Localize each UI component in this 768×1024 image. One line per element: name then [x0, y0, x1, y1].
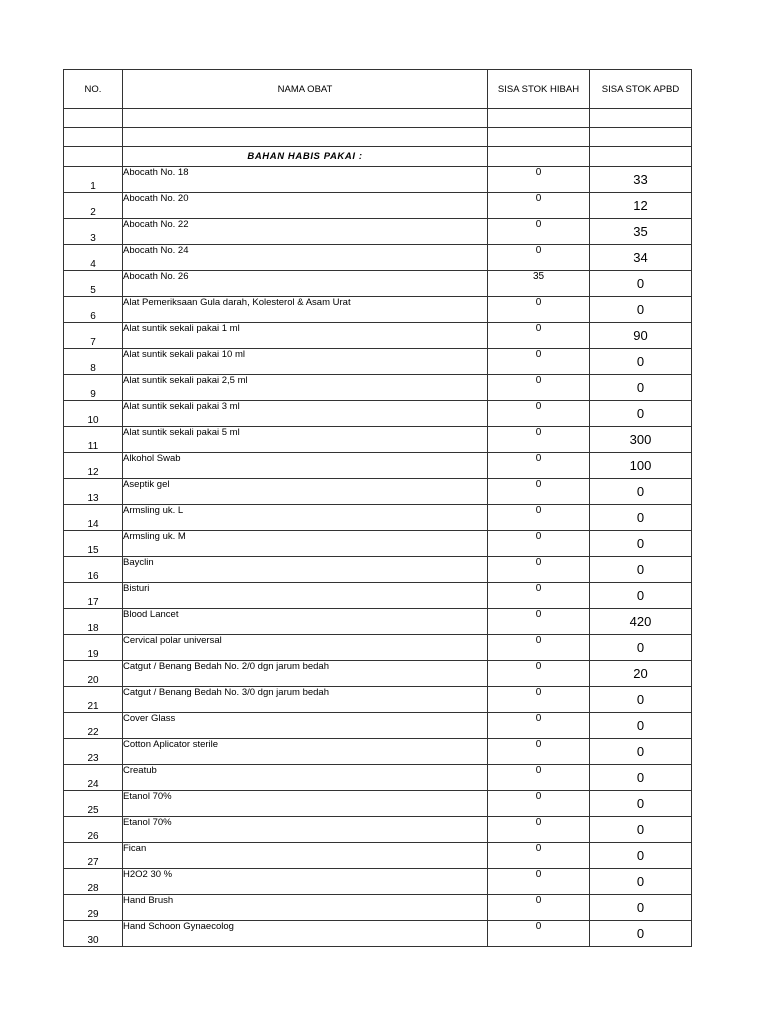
stock-hibah: 0 — [488, 635, 590, 661]
table-row — [64, 869, 692, 895]
row-number: 11 — [64, 427, 123, 453]
table-row — [64, 713, 692, 739]
item-name: Armsling uk. L — [123, 505, 488, 531]
stock-hibah: 0 — [488, 193, 590, 219]
item-name: Abocath No. 18 — [123, 167, 488, 193]
item-name: Blood Lancet — [123, 609, 488, 635]
stock-hibah: 0 — [488, 427, 590, 453]
item-name: Catgut / Benang Bedah No. 3/0 dgn jarum bedah — [123, 687, 488, 713]
table-row — [64, 219, 692, 245]
item-name: Bisturi — [123, 583, 488, 609]
stock-hibah: 0 — [488, 661, 590, 687]
row-number: 16 — [64, 557, 123, 583]
stock-hibah: 0 — [488, 687, 590, 713]
header-no: NO. — [64, 70, 123, 109]
stock-hibah: 0 — [488, 895, 590, 921]
table-row — [64, 817, 692, 843]
item-name: Abocath No. 22 — [123, 219, 488, 245]
table-row — [64, 921, 692, 947]
stock-apbd: 33 — [590, 167, 692, 193]
item-name: Abocath No. 20 — [123, 193, 488, 219]
row-number: 3 — [64, 219, 123, 245]
stock-apbd: 0 — [590, 713, 692, 739]
table-row — [64, 895, 692, 921]
header-name: NAMA OBAT — [123, 70, 488, 109]
row-number: 12 — [64, 453, 123, 479]
item-name: Cotton Aplicator sterile — [123, 739, 488, 765]
item-name: Etanol 70% — [123, 791, 488, 817]
stock-hibah: 0 — [488, 167, 590, 193]
item-name: Catgut / Benang Bedah No. 2/0 dgn jarum bedah — [123, 661, 488, 687]
stock-hibah: 0 — [488, 557, 590, 583]
row-number: 4 — [64, 245, 123, 271]
item-name: Cover Glass — [123, 713, 488, 739]
table-row — [64, 271, 692, 297]
table-row — [64, 375, 692, 401]
item-name: Alat suntik sekali pakai 1 ml — [123, 323, 488, 349]
row-number: 14 — [64, 505, 123, 531]
stock-hibah: 0 — [488, 453, 590, 479]
item-name: Creatub — [123, 765, 488, 791]
stock-apbd: 0 — [590, 817, 692, 843]
row-number: 9 — [64, 375, 123, 401]
row-number: 24 — [64, 765, 123, 791]
item-name: Bayclin — [123, 557, 488, 583]
stock-hibah: 0 — [488, 739, 590, 765]
table-row — [64, 765, 692, 791]
table-row — [64, 297, 692, 323]
blank-cell — [64, 109, 123, 128]
stock-apbd: 0 — [590, 479, 692, 505]
item-name: Abocath No. 24 — [123, 245, 488, 271]
row-number: 7 — [64, 323, 123, 349]
table-row — [64, 323, 692, 349]
stock-apbd: 0 — [590, 843, 692, 869]
table-row — [64, 453, 692, 479]
blank-cell — [488, 109, 590, 128]
stock-hibah: 35 — [488, 271, 590, 297]
table-body — [64, 70, 692, 947]
blank-cell — [590, 128, 692, 147]
stock-hibah: 0 — [488, 323, 590, 349]
item-name: Etanol 70% — [123, 817, 488, 843]
item-name: Hand Brush — [123, 895, 488, 921]
table-row — [64, 687, 692, 713]
stock-hibah: 0 — [488, 479, 590, 505]
stock-apbd: 0 — [590, 531, 692, 557]
table-row — [64, 557, 692, 583]
blank-cell — [488, 128, 590, 147]
stock-apbd: 0 — [590, 557, 692, 583]
stock-apbd: 0 — [590, 401, 692, 427]
stock-hibah: 0 — [488, 401, 590, 427]
table-row — [64, 427, 692, 453]
row-number: 30 — [64, 921, 123, 947]
blank-cell — [123, 128, 488, 147]
stock-hibah: 0 — [488, 921, 590, 947]
table-row — [64, 245, 692, 271]
table-row — [64, 583, 692, 609]
table-row — [64, 505, 692, 531]
stock-hibah: 0 — [488, 375, 590, 401]
stock-apbd: 0 — [590, 791, 692, 817]
item-name: Alat suntik sekali pakai 3 ml — [123, 401, 488, 427]
stock-hibah: 0 — [488, 349, 590, 375]
stock-apbd: 0 — [590, 583, 692, 609]
table-row — [64, 843, 692, 869]
stock-hibah: 0 — [488, 609, 590, 635]
item-name: Armsling uk. M — [123, 531, 488, 557]
stock-hibah: 0 — [488, 583, 590, 609]
table-row — [64, 739, 692, 765]
item-name: Alkohol Swab — [123, 453, 488, 479]
blank-cell — [64, 147, 123, 167]
stock-hibah: 0 — [488, 245, 590, 271]
stock-hibah: 0 — [488, 817, 590, 843]
item-name: Fican — [123, 843, 488, 869]
item-name: Aseptik gel — [123, 479, 488, 505]
stock-hibah: 0 — [488, 713, 590, 739]
stock-hibah: 0 — [488, 791, 590, 817]
stock-apbd: 0 — [590, 921, 692, 947]
table-row — [64, 609, 692, 635]
table-row — [64, 349, 692, 375]
row-number: 1 — [64, 167, 123, 193]
item-name: Hand Schoon Gynaecolog — [123, 921, 488, 947]
stock-apbd: 0 — [590, 687, 692, 713]
stock-apbd: 0 — [590, 375, 692, 401]
table-row — [64, 531, 692, 557]
row-number: 28 — [64, 869, 123, 895]
table-row — [64, 401, 692, 427]
stock-hibah: 0 — [488, 869, 590, 895]
row-number: 5 — [64, 271, 123, 297]
stock-apbd: 300 — [590, 427, 692, 453]
row-number: 23 — [64, 739, 123, 765]
table-row — [64, 791, 692, 817]
stock-apbd: 0 — [590, 869, 692, 895]
row-number: 2 — [64, 193, 123, 219]
row-number: 8 — [64, 349, 123, 375]
item-name: Alat Pemeriksaan Gula darah, Kolesterol & Asam Urat — [123, 297, 488, 323]
stock-apbd: 0 — [590, 895, 692, 921]
stock-apbd: 100 — [590, 453, 692, 479]
item-name: Cervical polar universal — [123, 635, 488, 661]
blank-cell — [64, 128, 123, 147]
blank-row — [64, 109, 692, 128]
stock-apbd: 34 — [590, 245, 692, 271]
stock-hibah: 0 — [488, 505, 590, 531]
stock-apbd: 0 — [590, 349, 692, 375]
stock-apbd: 20 — [590, 661, 692, 687]
blank-cell — [123, 109, 488, 128]
header-row — [64, 70, 692, 109]
stock-apbd: 420 — [590, 609, 692, 635]
blank-cell — [590, 147, 692, 167]
row-number: 13 — [64, 479, 123, 505]
stock-hibah: 0 — [488, 219, 590, 245]
item-name: Alat suntik sekali pakai 10 ml — [123, 349, 488, 375]
row-number: 15 — [64, 531, 123, 557]
stock-hibah: 0 — [488, 531, 590, 557]
stock-apbd: 0 — [590, 635, 692, 661]
stock-apbd: 0 — [590, 765, 692, 791]
stock-apbd: 35 — [590, 219, 692, 245]
stock-apbd: 0 — [590, 297, 692, 323]
table-row — [64, 635, 692, 661]
stock-apbd: 90 — [590, 323, 692, 349]
header-apbd: SISA STOK APBD — [590, 70, 692, 109]
item-name: H2O2 30 % — [123, 869, 488, 895]
row-number: 29 — [64, 895, 123, 921]
section-row — [64, 147, 692, 167]
item-name: Alat suntik sekali pakai 2,5 ml — [123, 375, 488, 401]
table-row — [64, 193, 692, 219]
stock-apbd: 0 — [590, 505, 692, 531]
stock-table — [63, 69, 692, 947]
row-number: 6 — [64, 297, 123, 323]
item-name: Abocath No. 26 — [123, 271, 488, 297]
section-label: BAHAN HABIS PAKAI : — [123, 147, 488, 167]
stock-apbd: 0 — [590, 271, 692, 297]
row-number: 19 — [64, 635, 123, 661]
blank-cell — [590, 109, 692, 128]
stock-hibah: 0 — [488, 843, 590, 869]
row-number: 10 — [64, 401, 123, 427]
stock-hibah: 0 — [488, 765, 590, 791]
table-row — [64, 167, 692, 193]
stock-apbd: 0 — [590, 739, 692, 765]
row-number: 20 — [64, 661, 123, 687]
blank-cell — [488, 147, 590, 167]
stock-hibah: 0 — [488, 297, 590, 323]
row-number: 17 — [64, 583, 123, 609]
row-number: 22 — [64, 713, 123, 739]
row-number: 25 — [64, 791, 123, 817]
item-name: Alat suntik sekali pakai 5 ml — [123, 427, 488, 453]
row-number: 18 — [64, 609, 123, 635]
row-number: 21 — [64, 687, 123, 713]
row-number: 26 — [64, 817, 123, 843]
table-row — [64, 479, 692, 505]
blank-row — [64, 128, 692, 147]
header-hibah: SISA STOK HIBAH — [488, 70, 590, 109]
row-number: 27 — [64, 843, 123, 869]
stock-apbd: 12 — [590, 193, 692, 219]
table-row — [64, 661, 692, 687]
